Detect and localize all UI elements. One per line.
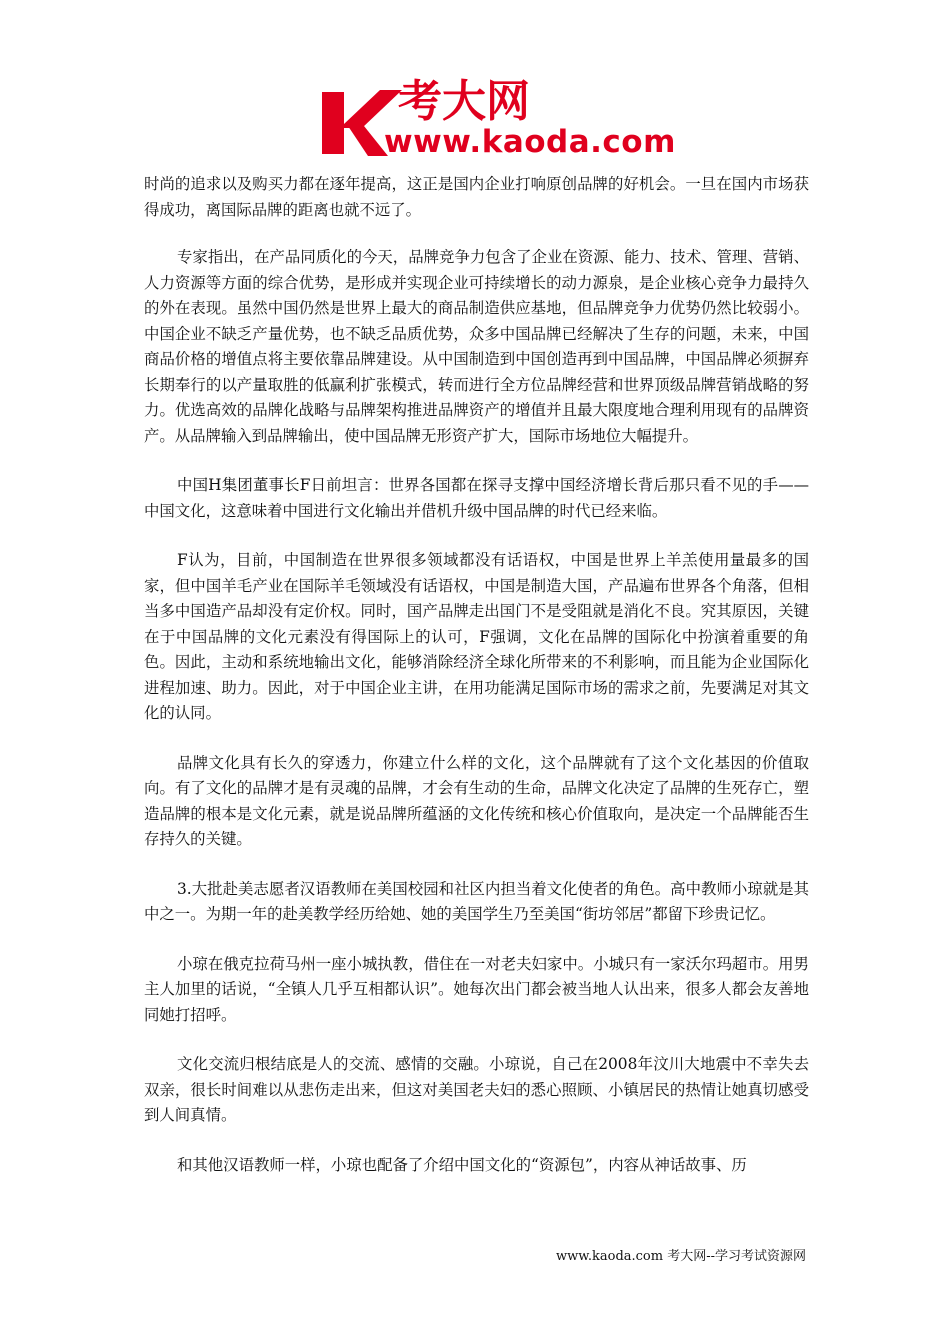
article-body: [144, 172, 809, 1202]
paragraph: 和其他汉语教师一样，小琼也配备了介绍中国文化的“资源包”，内容从神话故事、历: [177, 1155, 747, 1174]
paragraph: 文化交流归根结底是人的交流、感情的交融。小琼说，自己在2008年汶川大地震中不幸失去双亲，很长时间难以从悲伤走出来，但这对美国老夫妇的悉心照顾、小镇居民的热情让她真切感受到人间真情。: [144, 1055, 809, 1124]
page-footer: www.kaoda.com 考大网--学习考试资源网: [556, 1249, 806, 1264]
paragraph: 专家指出，在产品同质化的今天，品牌竞争力包含了企业在资源、能力、技术、管理、营销、人力资源等方面的综合优势，是形成并实现企业可持续增长的动力源泉，是企业核心竞争力最持久的外在表现。虽然中国仍然是世界上最大的商品制造供应基地，但品牌竞争力优势仍然比较弱小。中国企业不缺乏产量优势，也不缺乏品质优势，众多中国品牌已经解决了生存的问题，未来，中国商品价格的增值点将主要依靠品牌建设。从中国制造到中国创造再到中国品牌，中国品牌必须摒弃长期奉行的以产量取胜的低赢利扩张模式，转而进行全方位品牌经营和世界顶级品牌营销战略的努力。优选高效的品牌化战略与品牌架构推进品牌资产的增值并且最大限度地合理利用现有的品牌资产。从品牌输入到品牌输出，使中国品牌无形资产扩大，国际市场地位大幅提升。: [144, 248, 809, 445]
logo-url: www.kaoda.com: [384, 124, 676, 160]
logo-brand-name: 考大网: [398, 76, 530, 127]
paragraph: F认为，目前，中国制造在世界很多领域都没有话语权，中国是世界上羊羔使用量最多的国家，但中国羊毛产业在国际羊毛领域没有话语权，中国是制造大国，产品遍布世界各个角落，但相当多中国造产品却没有定价权。同时，国产品牌走出国门不是受阻就是消化不良。究其原因，关键在于中国品牌的文化元素没有得国际上的认可，F强调，文化在品牌的国际化中扮演着重要的角色。因此，主动和系统地输出文化，能够消除经济全球化所带来的不利影响，而且能为企业国际化进程加速、助力。因此，对于中国企业主讲，在用功能满足国际市场的需求之前，先要满足对其文化的认同。: [144, 551, 809, 722]
paragraph: 时尚的追求以及购买力都在逐年提高，这正是国内企业打响原创品牌的好机会。一旦在国内市场获得成功，离国际品牌的距离也就不远了。: [144, 175, 809, 219]
paragraph: 小琼在俄克拉荷马州一座小城执教，借住在一对老夫妇家中。小城只有一家沃尔玛超市。用男主人加里的话说，“全镇人几乎互相都认识”。她每次出门都会被当地人认出来，很多人都会友善地同她打招呼。: [144, 954, 809, 1024]
site-logo: [318, 76, 676, 164]
paragraph: 品牌文化具有长久的穿透力，你建立什么样的文化，这个品牌就有了这个文化基因的价值取向。有了文化的品牌才是有灵魂的品牌，才会有生动的生命，品牌文化决定了品牌的生死存亡，塑造品牌的根本是文化元素，就是说品牌所蕴涵的文化传统和核心价值取向，是决定一个品牌能否生存持久的关键。: [144, 753, 809, 848]
paragraph: 3.大批赴美志愿者汉语教师在美国校园和社区内担当着文化使者的角色。高中教师小琼就是其中之一。为期一年的赴美教学经历给她、她的美国学生乃至美国“街坊邻居”都留下珍贵记忆。: [144, 879, 809, 923]
paragraph: 中国H集团董事长F日前坦言：世界各国都在探寻支撑中国经济增长背后那只看不见的手——中国文化，这意味着中国进行文化输出并借机升级中国品牌的时代已经来临。: [144, 476, 809, 520]
